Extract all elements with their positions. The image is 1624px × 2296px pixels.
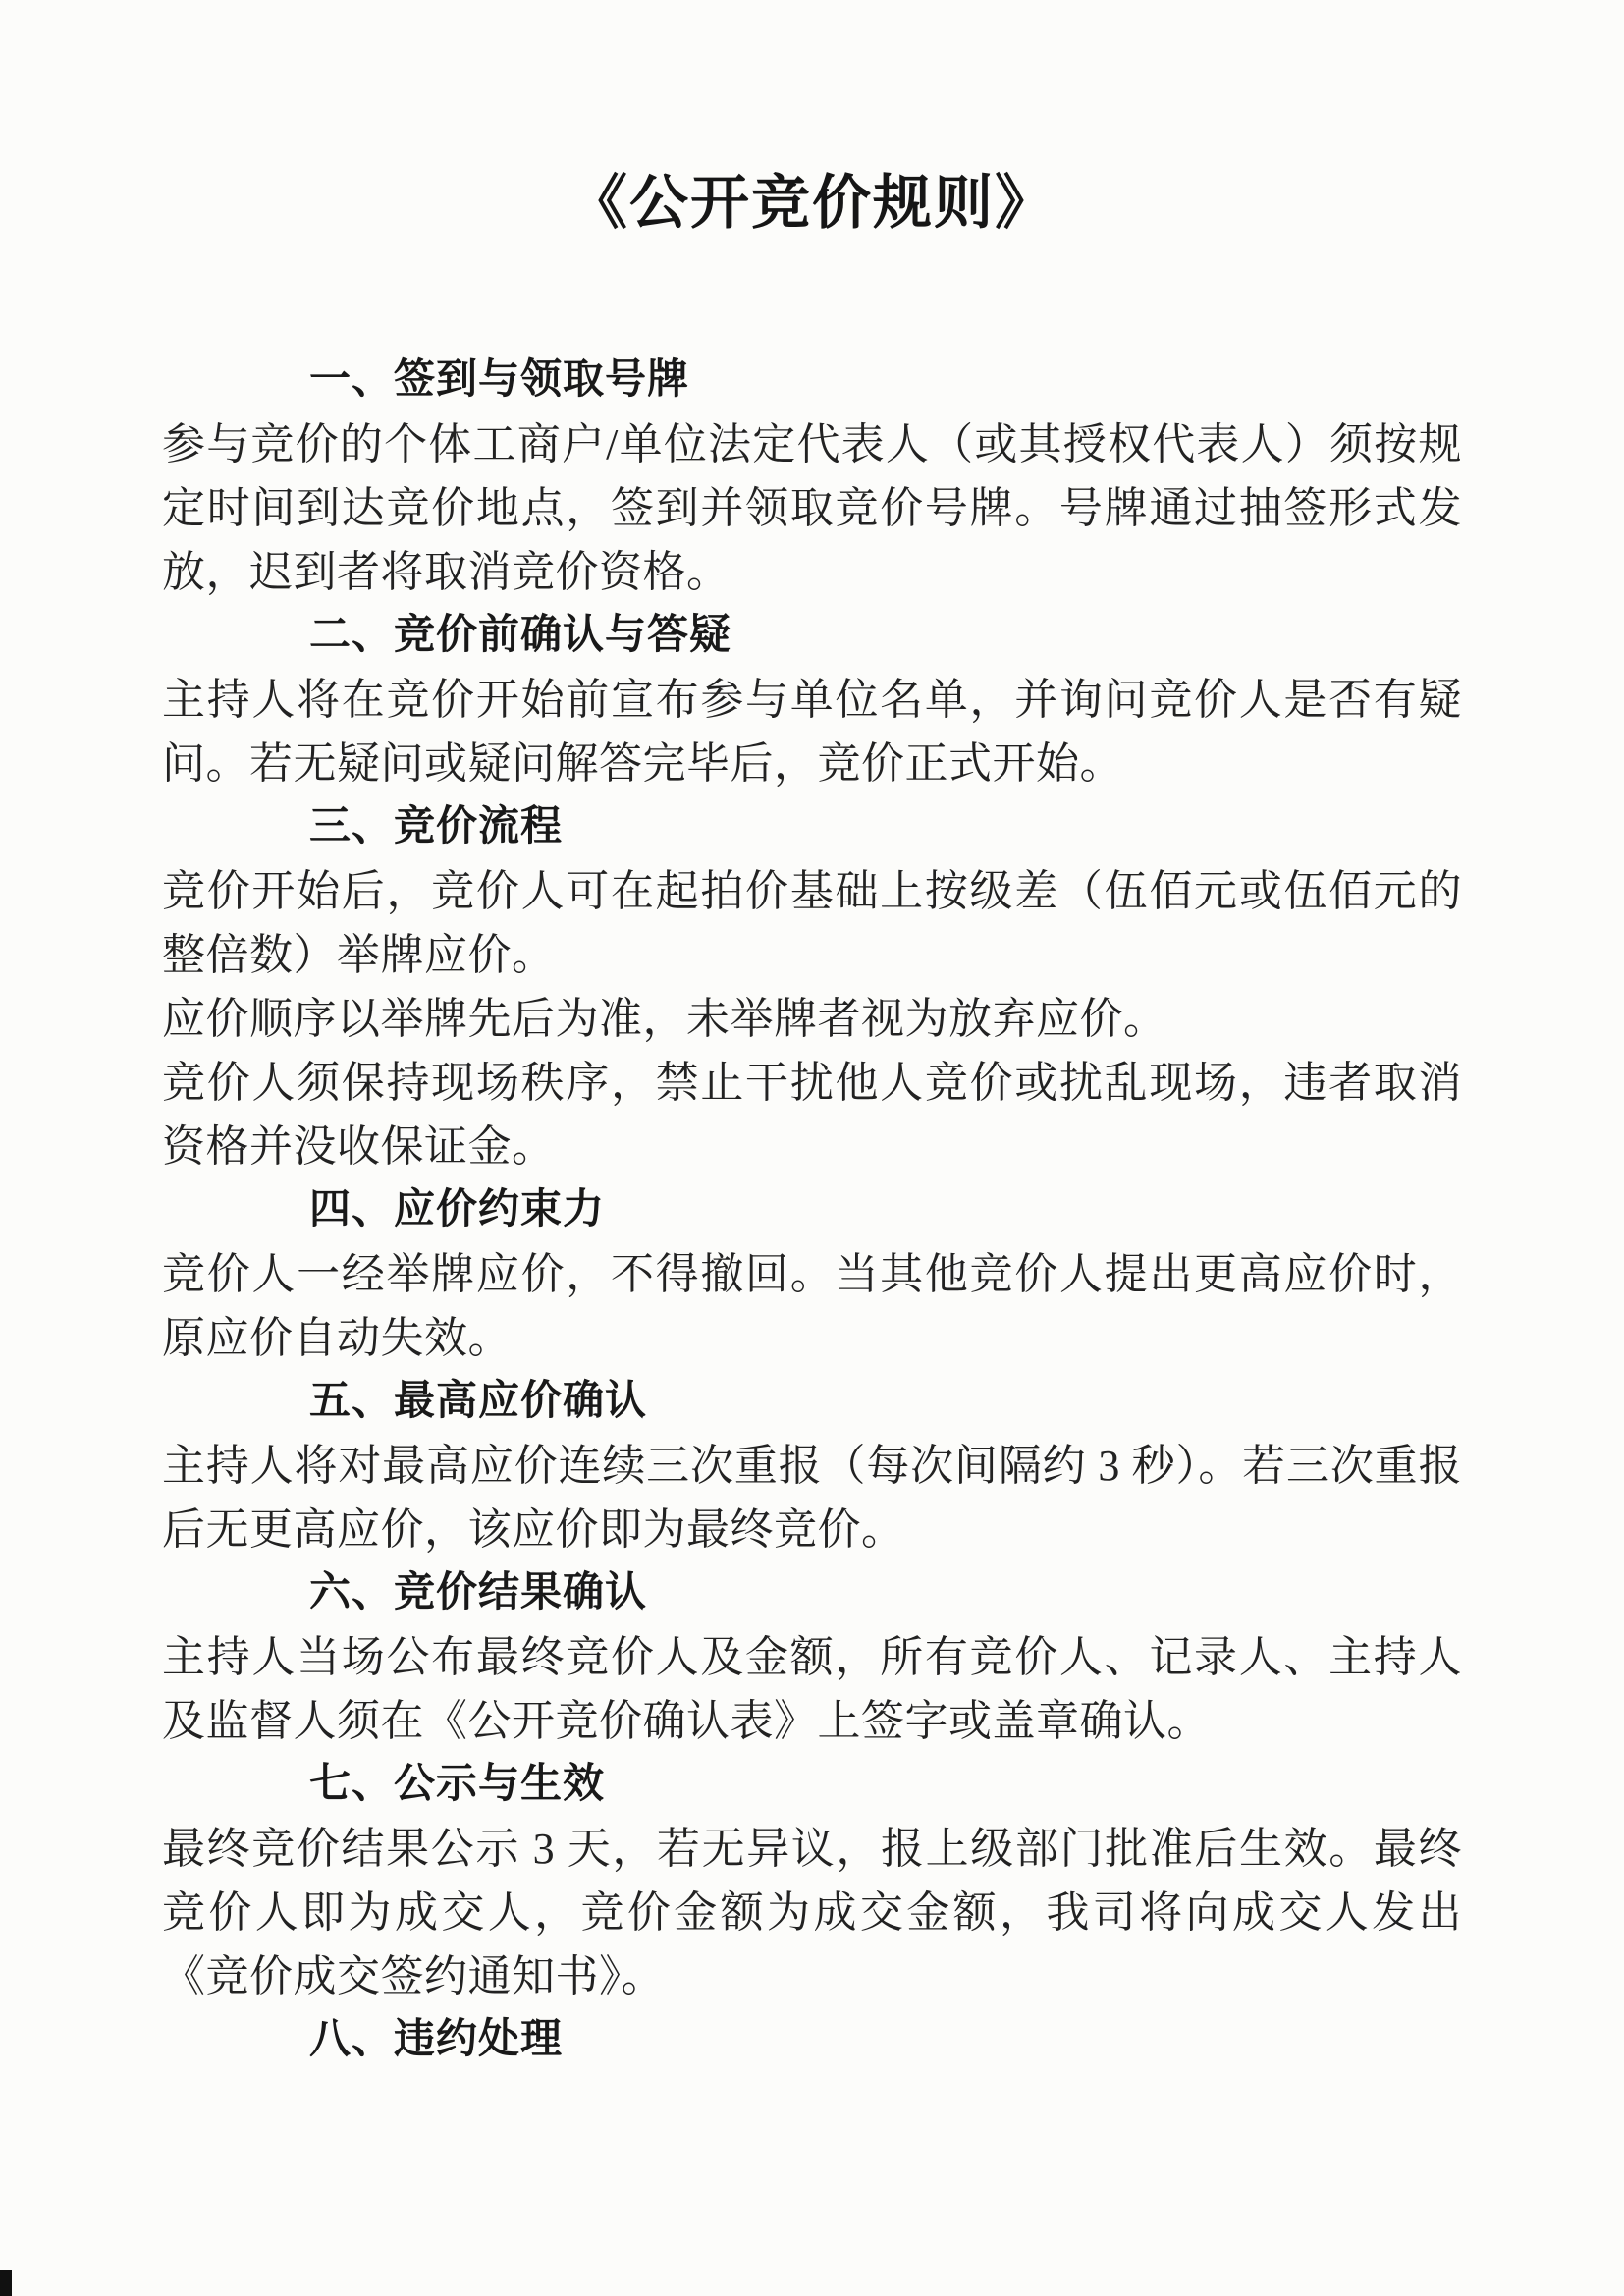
section-heading: 八、违约处理 <box>309 2017 564 2062</box>
section-heading: 七、公示与生效 <box>309 1762 606 1807</box>
section-result-confirmation <box>162 1561 1462 1753</box>
section-paragraph: 主持人当场公布最终竞价人及金额，所有竞价人、记录人、主持人及监督人须在《公开竞价确认表》上签字或盖章确认。 <box>162 1633 1462 1745</box>
section-sign-in <box>162 349 1462 604</box>
section-paragraph: 竞价人须保持现场秩序，禁止干扰他人竞价或扰乱现场，违者取消资格并没收保证金。 <box>162 1059 1462 1171</box>
section-paragraph: 参与竞价的个体工商户/单位法定代表人（或其授权代表人）须按规定时间到达竞价地点，签到并领取竞价号牌。号牌通过抽签形式发放，迟到者将取消竞价资格。 <box>162 420 1462 596</box>
section-heading: 五、最高应价确认 <box>309 1379 648 1424</box>
section-paragraph: 主持人将在竞价开始前宣布参与单位名单，并询问竞价人是否有疑问。若无疑问或疑问解答完毕后，竞价正式开始。 <box>162 676 1462 788</box>
section-paragraph: 竞价人一经举牌应价，不得撤回。当其他竞价人提出更高应价时，原应价自动失效。 <box>162 1250 1462 1362</box>
scan-artifact-mark <box>0 2270 12 2296</box>
section-heading: 三、竞价流程 <box>309 804 564 849</box>
section-heading: 六、竞价结果确认 <box>309 1570 648 1615</box>
section-breach-handling <box>162 2008 1462 2072</box>
section-bid-binding-force <box>162 1178 1462 1370</box>
section-bidding-process <box>162 795 1462 1178</box>
section-pre-bid-confirmation <box>162 604 1462 795</box>
section-heading: 四、应价约束力 <box>309 1187 606 1232</box>
section-highest-bid-confirmation <box>162 1370 1462 1561</box>
page-title: 《公开竞价规则》 <box>568 171 1056 236</box>
section-paragraph: 应价顺序以举牌先后为准，未举牌者视为放弃应价。 <box>162 995 1167 1043</box>
section-paragraph: 主持人将对最高应价连续三次重报（每次间隔约 3 秒）。若三次重报后无更高应价，该应价即为最终竞价。 <box>162 1442 1462 1554</box>
section-heading: 一、签到与领取号牌 <box>309 357 690 403</box>
section-paragraph: 最终竞价结果公示 3 天，若无异议，报上级部门批准后生效。最终竞价人即为成交人，竞价金额为成交金额，我司将向成交人发出《竞价成交签约通知书》。 <box>162 1825 1462 2000</box>
section-paragraph: 竞价开始后，竞价人可在起拍价基础上按级差（伍佰元或伍佰元的整倍数）举牌应价。 <box>162 867 1462 979</box>
section-heading: 二、竞价前确认与答疑 <box>309 613 732 658</box>
section-publicity-effectiveness <box>162 1753 1462 2008</box>
